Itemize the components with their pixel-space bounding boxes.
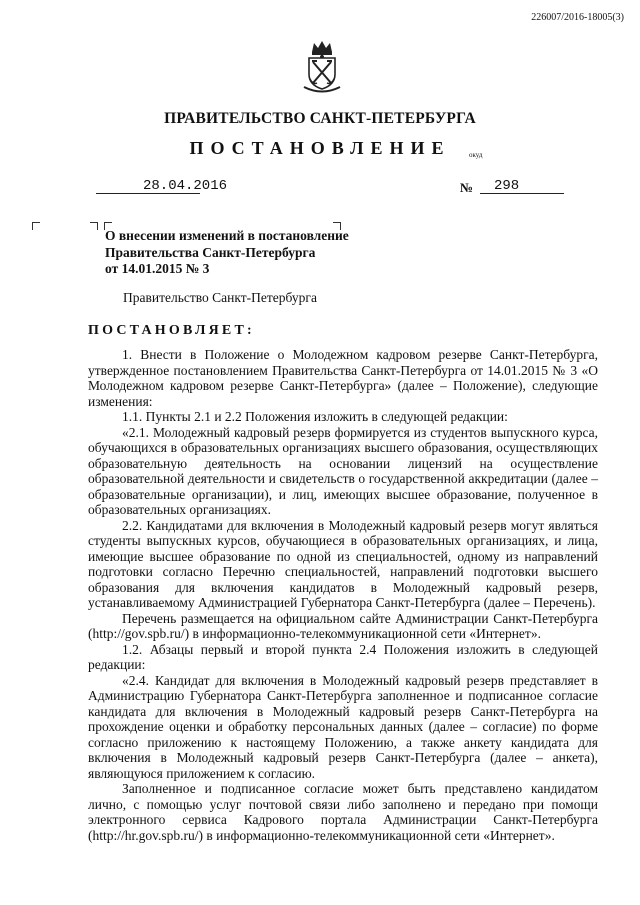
decree-number: 298 xyxy=(494,178,520,194)
decree-date: 28.04.2016 xyxy=(143,178,228,194)
subject-line: О внесении изменений в постановление xyxy=(105,228,349,243)
number-underline xyxy=(480,193,564,194)
body-paragraph: Заполненное и подписанное согласие может быть представлено кандидатом лично, с помощью услуг почтовой связи либо заполнено и передано при помощи электронного сервиса Кадрового портала Администрации Санкт-Петербурга (http://hr.gov.spb.ru/) в информационно-телекоммуникационной сети «Интернет». xyxy=(88,781,598,843)
body-paragraph: 1.2. Абзацы первый и второй пункта 2.4 Положения изложить в следующей редакции: xyxy=(88,641,598,672)
okud-label: окуд xyxy=(469,151,483,159)
body-paragraph: «2.4. Кандидат для включения в Молодежный кадровый резерв представляет в Администрацию Губернатора Санкт-Петербурга заполненное и подписанное согласие кандидата для включения в Молодежный кадровый резерв Санкт-Петербурга на прохождение оценки и обработку персональных данных (далее – согласие) по форме согласно приложению к настоящему Положению, а также анкету кандидата для включения в Молодежный кадровый резерв Санкт-Петербурга (далее – анкета), являющуюся приложением к согласию. xyxy=(88,672,598,781)
body-paragraph: 1. Внести в Положение о Молодежном кадровом резерве Санкт-Петербурга, утвержденное постановлением Правительства Санкт-Петербурга от 14.01.2015 № 3 «О Молодежном кадровом резерве Санкт-Петербурга» (далее – Положение), следующие изменения: xyxy=(88,347,598,409)
body-paragraph: Перечень размещается на официальном сайте Администрации Санкт-Петербурга (http://gov.spb.ru/) в информационно-телекоммуникационной сети «Интернет». xyxy=(88,610,598,641)
corner-mark xyxy=(90,222,98,230)
body-paragraph: «2.1. Молодежный кадровый резерв формируется из студентов выпускного курса, обучающихся в образовательных организациях высшего образования, осуществляющих образовательную деятельность на основании лицензий на осуществление образовательной деятельности и свидетельств о государственной аккредитации (далее – образовательные организации), и лиц, имеющих высшее образование, полученное в образовательных организациях. xyxy=(88,424,598,517)
number-label: № xyxy=(460,180,474,195)
government-title: ПРАВИТЕЛЬСТВО САНКТ-ПЕТЕРБУРГА xyxy=(164,110,476,127)
body-paragraph: 1.1. Пункты 2.1 и 2.2 Положения изложить в следующей редакции: xyxy=(122,409,508,424)
decree-subject xyxy=(105,228,349,278)
decree-body xyxy=(88,347,598,843)
issuer: Правительство Санкт-Петербурга xyxy=(123,290,317,305)
document-id: 226007/2016-18005(3) xyxy=(531,12,624,23)
resolves-heading: ПОСТАНОВЛЯЕТ: xyxy=(88,323,255,338)
body-paragraph: 2.2. Кандидатами для включения в Молодежный кадровый резерв могут являться студенты выпускных курсов, обучающиеся в образовательных организациях, и лица, имеющие высшее образование по одной из специальностей, одному из направлений подготовки согласно Перечню специальностей, направлений подготовки высшего образования для включения кандидатов в Молодежный кадровый резерв, устанавливаемому Администрацией Губернатора Санкт-Петербурга (далее – Перечень). xyxy=(88,517,598,610)
saint-petersburg-coat-of-arms-icon xyxy=(300,38,344,96)
decree-title: ПОСТАНОВЛЕНИЕ xyxy=(189,138,451,158)
corner-mark xyxy=(32,222,40,230)
subject-line: от 14.01.2015 № 3 xyxy=(105,261,210,276)
subject-line: Правительства Санкт-Петербурга xyxy=(105,244,316,260)
date-underline xyxy=(96,193,200,194)
